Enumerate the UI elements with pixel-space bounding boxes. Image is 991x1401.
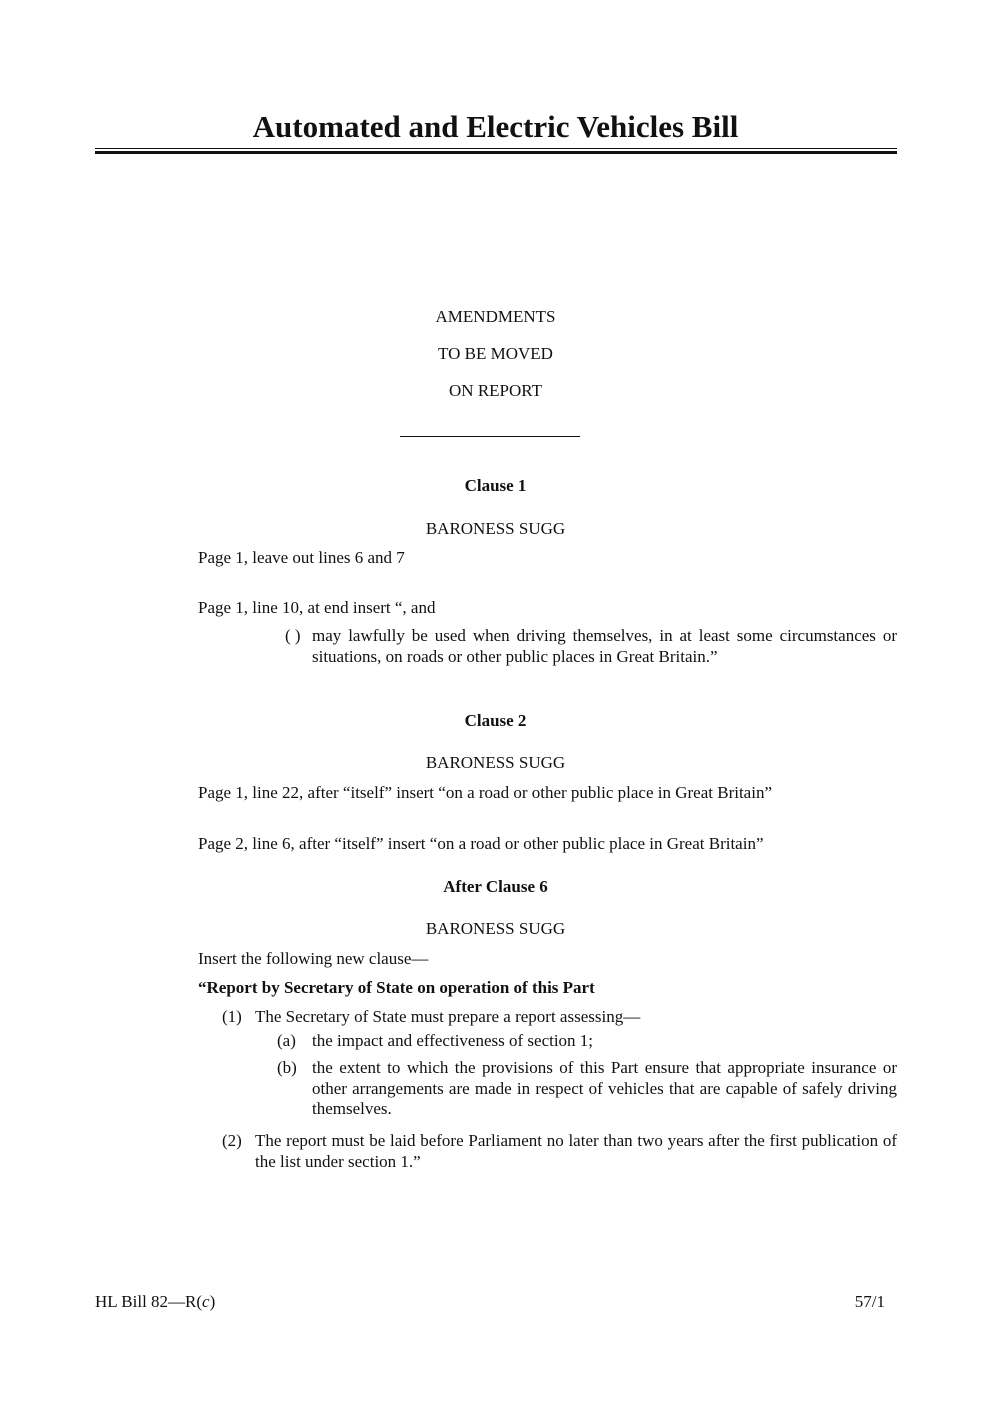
amendment: Page 1, line 10, at end insert “, and bbox=[198, 598, 436, 617]
footer-suffix: ) bbox=[209, 1292, 216, 1311]
amendment: Page 1, line 22, after “itself” insert “on a road or other public place in Great Britain” bbox=[198, 783, 772, 802]
paragraph-number: (a) bbox=[277, 1031, 296, 1050]
amendment: Page 2, line 6, after “itself” insert “on a road or other public place in Great Britain” bbox=[198, 834, 764, 853]
footer-prefix: HL Bill 82—R( bbox=[95, 1292, 203, 1311]
insert-text: may lawfully be used when driving themselves, in at least some circumstances or situations, on roads or other public places in Great Britain.” bbox=[312, 626, 897, 666]
heading-line: ON REPORT bbox=[449, 381, 542, 400]
subsection-text: The report must be laid before Parliament no later than two years after the first publication of the list under section 1.” bbox=[255, 1131, 897, 1171]
member-name: BARONESS SUGG bbox=[425, 919, 566, 938]
subsection-number: (1) bbox=[222, 1007, 242, 1026]
title-rule-thin bbox=[95, 148, 897, 149]
footer-bill-number bbox=[95, 1292, 215, 1312]
paragraph-text: the extent to which the provisions of this Part ensure that appropriate insurance or other arrangements are made in respect of vehicles that are capable of safely driving themselves. bbox=[312, 1058, 897, 1118]
new-clause-title: “Report by Secretary of State on operation of this Part bbox=[198, 978, 595, 997]
clause-heading: Clause 1 bbox=[464, 476, 527, 495]
member-name: BARONESS SUGG bbox=[425, 753, 566, 772]
heading-divider bbox=[400, 436, 580, 437]
amendment: Page 1, leave out lines 6 and 7 bbox=[198, 548, 405, 567]
clause-heading: After Clause 6 bbox=[443, 877, 548, 896]
footer-page-ref: 57/1 bbox=[854, 1292, 885, 1311]
title-rule-thick bbox=[95, 151, 897, 154]
subsection-text: The Secretary of State must prepare a report assessing— bbox=[255, 1007, 641, 1026]
subsection-number: (2) bbox=[222, 1131, 242, 1150]
footer-italic: c bbox=[202, 1292, 210, 1311]
bill-title: Automated and Electric Vehicles Bill bbox=[252, 109, 739, 144]
member-name: BARONESS SUGG bbox=[425, 519, 566, 538]
paragraph-number: (b) bbox=[277, 1058, 297, 1077]
heading-line: AMENDMENTS bbox=[435, 307, 556, 326]
clause-heading: Clause 2 bbox=[464, 711, 527, 730]
paragraph-text: the impact and effectiveness of section 1; bbox=[312, 1031, 594, 1050]
insert-marker: ( ) bbox=[285, 626, 301, 645]
amendment-intro: Insert the following new clause— bbox=[198, 949, 429, 968]
heading-line: TO BE MOVED bbox=[438, 344, 553, 363]
